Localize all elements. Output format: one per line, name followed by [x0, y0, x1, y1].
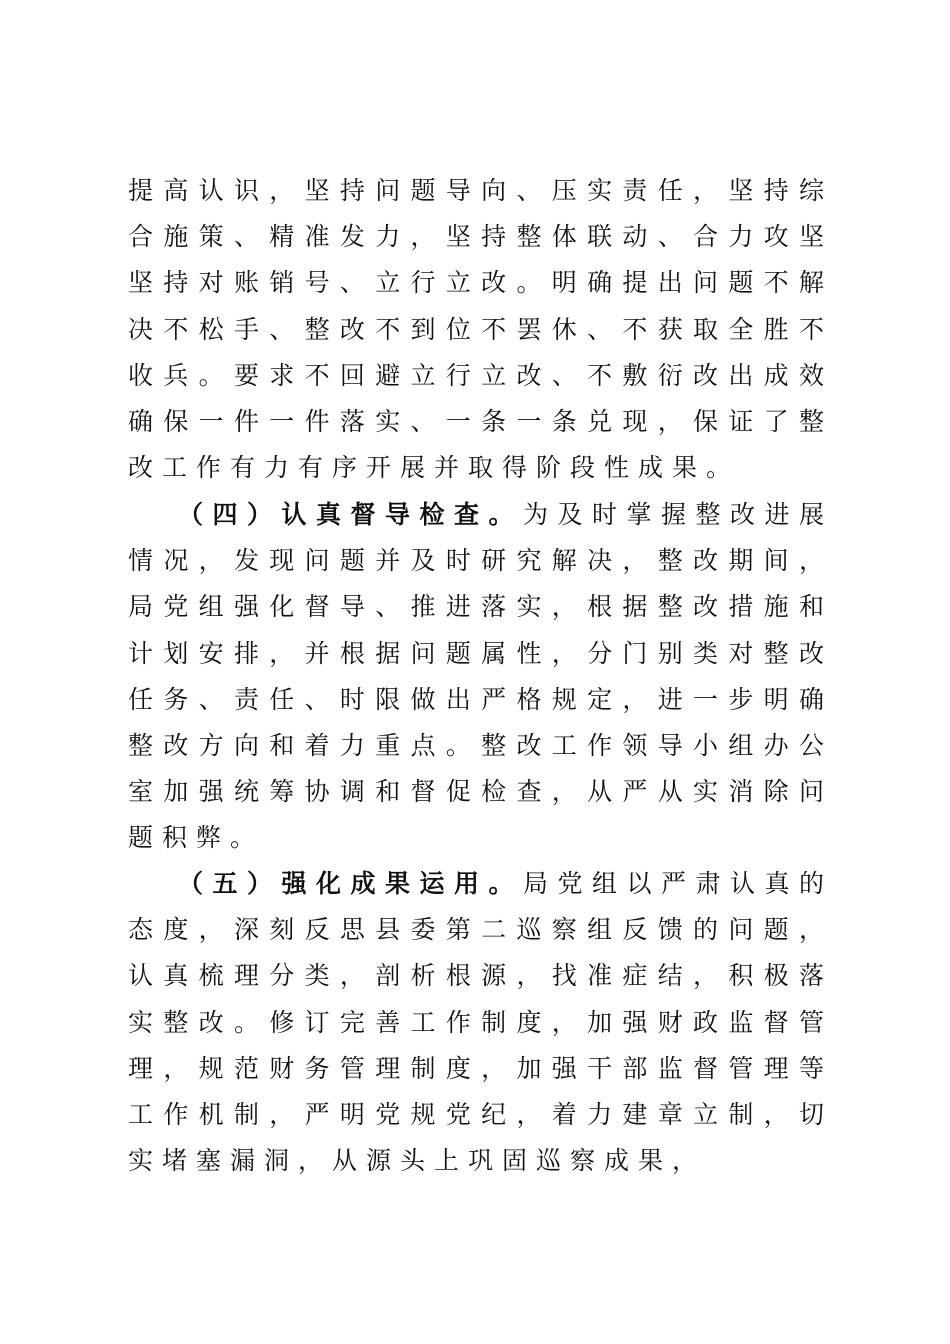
paragraph-3-first-line: [128, 861, 824, 907]
paragraph-2-line: 计划安排，并根据问题属性，分门别类对整改: [128, 638, 824, 668]
paragraph-3-line: 态度，深刻反思县委第二巡察组反馈的问题，: [128, 915, 824, 945]
paragraph-1-line: 提高认识，坚持问题导向、压实责任，坚持综: [128, 176, 824, 205]
section-heading-5: （五）强化成果运用。: [178, 869, 523, 898]
paragraph-1-line: 改工作有力有序开展并取得阶段性成果。: [128, 453, 741, 483]
paragraph-1-line: 决不松手、整改不到位不罢休、不获取全胜不: [128, 314, 824, 344]
paragraph-3-line: 理，规范财务管理制度，加强干部监督管理等: [128, 1053, 824, 1083]
paragraph-1: [128, 168, 824, 491]
paragraph-1-line: 确保一件一件落实、一条一条兑现，保证了整: [128, 406, 824, 436]
paragraph-2: [128, 492, 824, 862]
paragraph-2-line: 整改方向和着力重点。整改工作领导小组办公: [128, 730, 824, 760]
paragraph-3-line: 认真梳理分类，剖析根源，找准症结，积极落: [128, 961, 824, 991]
paragraph-1-line: 合施策、精准发力，坚持整体联动、合力攻坚: [128, 222, 824, 252]
section-heading-4: （四）认真督导检查。: [178, 500, 523, 529]
paragraph-2-line: 任务、责任、时限做出严格规定，进一步明确: [128, 684, 824, 714]
paragraph-1-line: 坚持对账销号、立行立改。明确提出问题不解: [128, 268, 824, 298]
paragraph-1-line: 收兵。要求不回避立行立改、不敷衍改出成效: [128, 360, 824, 390]
paragraph-3-line: 工作机制，严明党规党纪，着力建章立制，切: [128, 1099, 824, 1129]
paragraph-2-line: 室加强统筹协调和督促检查，从严从实消除问: [128, 777, 824, 807]
paragraph-3: [128, 861, 824, 1184]
paragraph-2-first-line: [128, 492, 824, 538]
paragraph-2-line: 情况，发现问题并及时研究解决，整改期间，: [128, 546, 824, 576]
paragraph-2-line: 题积弊。: [128, 823, 265, 853]
paragraph-3-first-line-text: 局党组以严肃认真的: [522, 869, 824, 898]
paragraph-2-line: 局党组强化督导、推进落实，根据整改措施和: [128, 592, 824, 622]
paragraph-2-first-line-text: 为及时掌握整改进展: [522, 500, 824, 529]
paragraph-3-line: 实堵塞漏洞，从源头上巩固巡察成果，: [128, 1146, 707, 1176]
paragraph-3-line: 实整改。修订完善工作制度，加强财政监督管: [128, 1007, 824, 1037]
